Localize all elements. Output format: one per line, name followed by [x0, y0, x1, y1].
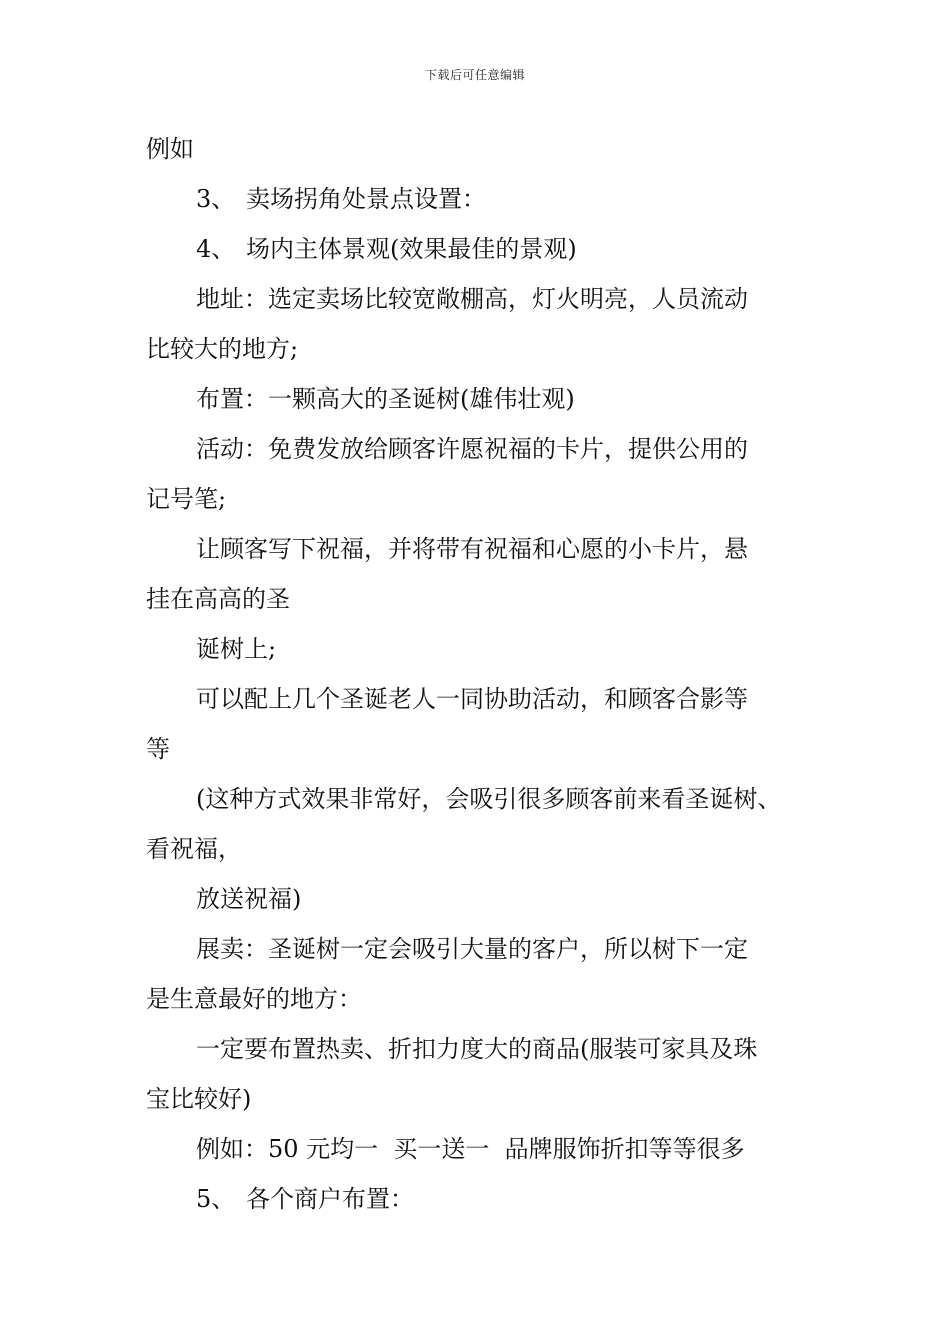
paragraph-line: 挂在高高的圣	[146, 585, 290, 613]
paragraph-line: 宝比较好)	[146, 1085, 252, 1113]
paragraph-line: 比较大的地方;	[146, 335, 299, 363]
paragraph-line: 放送祝福)	[196, 885, 302, 913]
paragraph-line: 例如	[146, 135, 194, 163]
page-header: 下载后可任意编辑	[424, 68, 525, 82]
list-item-4: 4、 场内主体景观(效果最佳的景观)	[146, 224, 826, 274]
list-number: 5、	[196, 1185, 236, 1213]
paragraph-line: 展卖：圣诞树一定会吸引大量的客户，所以树下一定	[196, 935, 748, 963]
paragraph-line: 记号笔;	[146, 485, 227, 513]
paragraph-line: 例如：50 元均一 买一送一 品牌服饰折扣等等很多	[196, 1135, 745, 1163]
paragraph-line: (这种方式效果非常好，会吸引很多顾客前来看圣诞树、	[196, 785, 782, 813]
list-item-5: 5、 各个商户布置：	[146, 1174, 826, 1224]
list-number: 3、	[196, 185, 236, 213]
paragraph-line: 看祝福，	[146, 835, 242, 863]
paragraph-line: 布置：一颗高大的圣诞树(雄伟壮观)	[196, 385, 575, 413]
paragraph-line: 等	[146, 735, 170, 763]
paragraph-line: 诞树上;	[196, 635, 277, 663]
paragraph-line: 可以配上几个圣诞老人一同协助活动，和顾客合影等	[196, 685, 748, 713]
paragraph-line: 活动：免费发放给顾客许愿祝福的卡片，提供公用的	[196, 435, 748, 463]
list-item-3: 3、 卖场拐角处景点设置：	[146, 174, 826, 224]
paragraph-line: 地址：选定卖场比较宽敞棚高，灯火明亮，人员流动	[196, 285, 748, 313]
document-body	[146, 124, 826, 1224]
paragraph-line: 一定要布置热卖、折扣力度大的商品(服装可家具及珠	[196, 1035, 758, 1063]
paragraph-line: 让顾客写下祝福，并将带有祝福和心愿的小卡片，悬	[196, 535, 748, 563]
paragraph-line: 是生意最好的地方：	[146, 985, 362, 1013]
list-number: 4、	[196, 235, 236, 263]
